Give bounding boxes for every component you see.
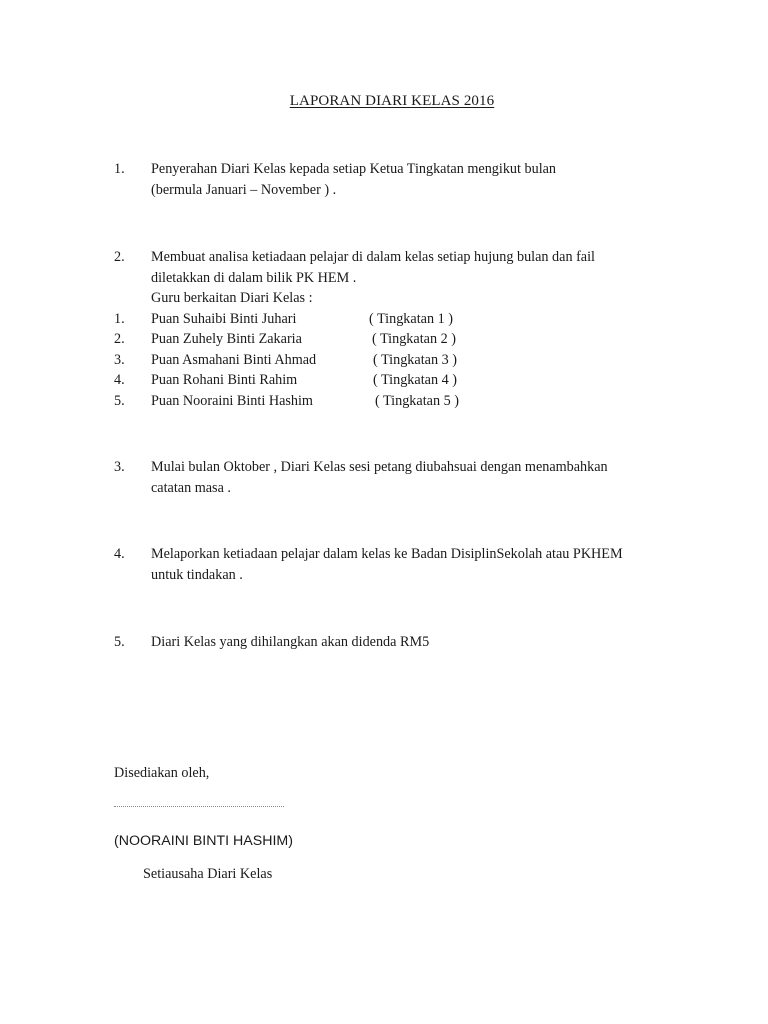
item-line: diletakkan di dalam bilik PK HEM . — [151, 269, 357, 286]
signatory-name: (NOORAINI BINTI HASHIM) — [114, 833, 293, 849]
item-number: 3. — [114, 459, 125, 475]
item-line: catatan masa . — [151, 479, 231, 496]
item-body — [151, 457, 711, 498]
teacher-name: Puan Nooraini Binti Hashim — [151, 392, 313, 409]
teacher-number: 2. — [114, 331, 125, 347]
item-line: Mulai bulan Oktober , Diari Kelas sesi petang diubahsuai dengan menambahkan — [151, 459, 608, 475]
teacher-name: Puan Asmahani Binti Ahmad — [151, 351, 317, 368]
item-line: Diari Kelas yang dihilangkan akan didenda RM5 — [151, 634, 430, 650]
teacher-number: 1. — [114, 310, 125, 327]
item-body — [114, 247, 711, 411]
teacher-form: ( Tingkatan 5 ) — [375, 392, 459, 409]
teacher-number: 5. — [114, 392, 125, 409]
teacher-row — [114, 391, 711, 412]
teacher-number: 3. — [114, 351, 125, 368]
signatory-position: Setiausaha Diari Kelas — [143, 866, 273, 882]
item-line: Melaporkan ketiadaan pelajar dalam kelas ke Badan DisiplinSekolah atau PKHEM — [151, 546, 623, 562]
teacher-form: ( Tingkatan 3 ) — [373, 351, 457, 368]
prepared-by-label: Disediakan oleh, — [114, 765, 210, 781]
teacher-number: 4. — [114, 372, 125, 388]
item-body — [151, 544, 711, 585]
item-line: untuk tindakan . — [151, 566, 243, 583]
teacher-list — [114, 309, 711, 412]
teacher-name: Puan Zuhely Binti Zakaria — [151, 331, 302, 347]
teacher-row — [114, 329, 711, 350]
document-title: LAPORAN DIARI KELAS 2016 — [289, 93, 495, 109]
item-line: (bermula Januari – November ) . — [151, 181, 337, 198]
teacher-name: Puan Suhaibi Binti Juhari — [151, 310, 297, 327]
item-number: 5. — [114, 634, 125, 650]
item-line: Penyerahan Diari Kelas kepada setiap Ketua Tingkatan mengikut bulan — [151, 161, 557, 177]
item-line: Guru berkaitan Diari Kelas : — [151, 290, 313, 306]
item-number: 2. — [114, 249, 125, 265]
teacher-form: ( Tingkatan 1 ) — [369, 310, 453, 327]
teacher-form: ( Tingkatan 4 ) — [373, 372, 457, 388]
item-line: Membuat analisa ketiadaan pelajar di dalam kelas setiap hujung bulan dan fail — [151, 249, 595, 265]
signature-line — [114, 806, 284, 807]
teacher-form: ( Tingkatan 2 ) — [372, 331, 456, 347]
teacher-name: Puan Rohani Binti Rahim — [151, 372, 298, 388]
item-number: 1. — [114, 161, 125, 177]
item-number: 4. — [114, 546, 125, 562]
item-body — [151, 159, 711, 200]
item-body — [151, 632, 711, 653]
teacher-row — [114, 370, 711, 391]
teacher-row — [114, 350, 711, 371]
teacher-row — [114, 309, 711, 330]
